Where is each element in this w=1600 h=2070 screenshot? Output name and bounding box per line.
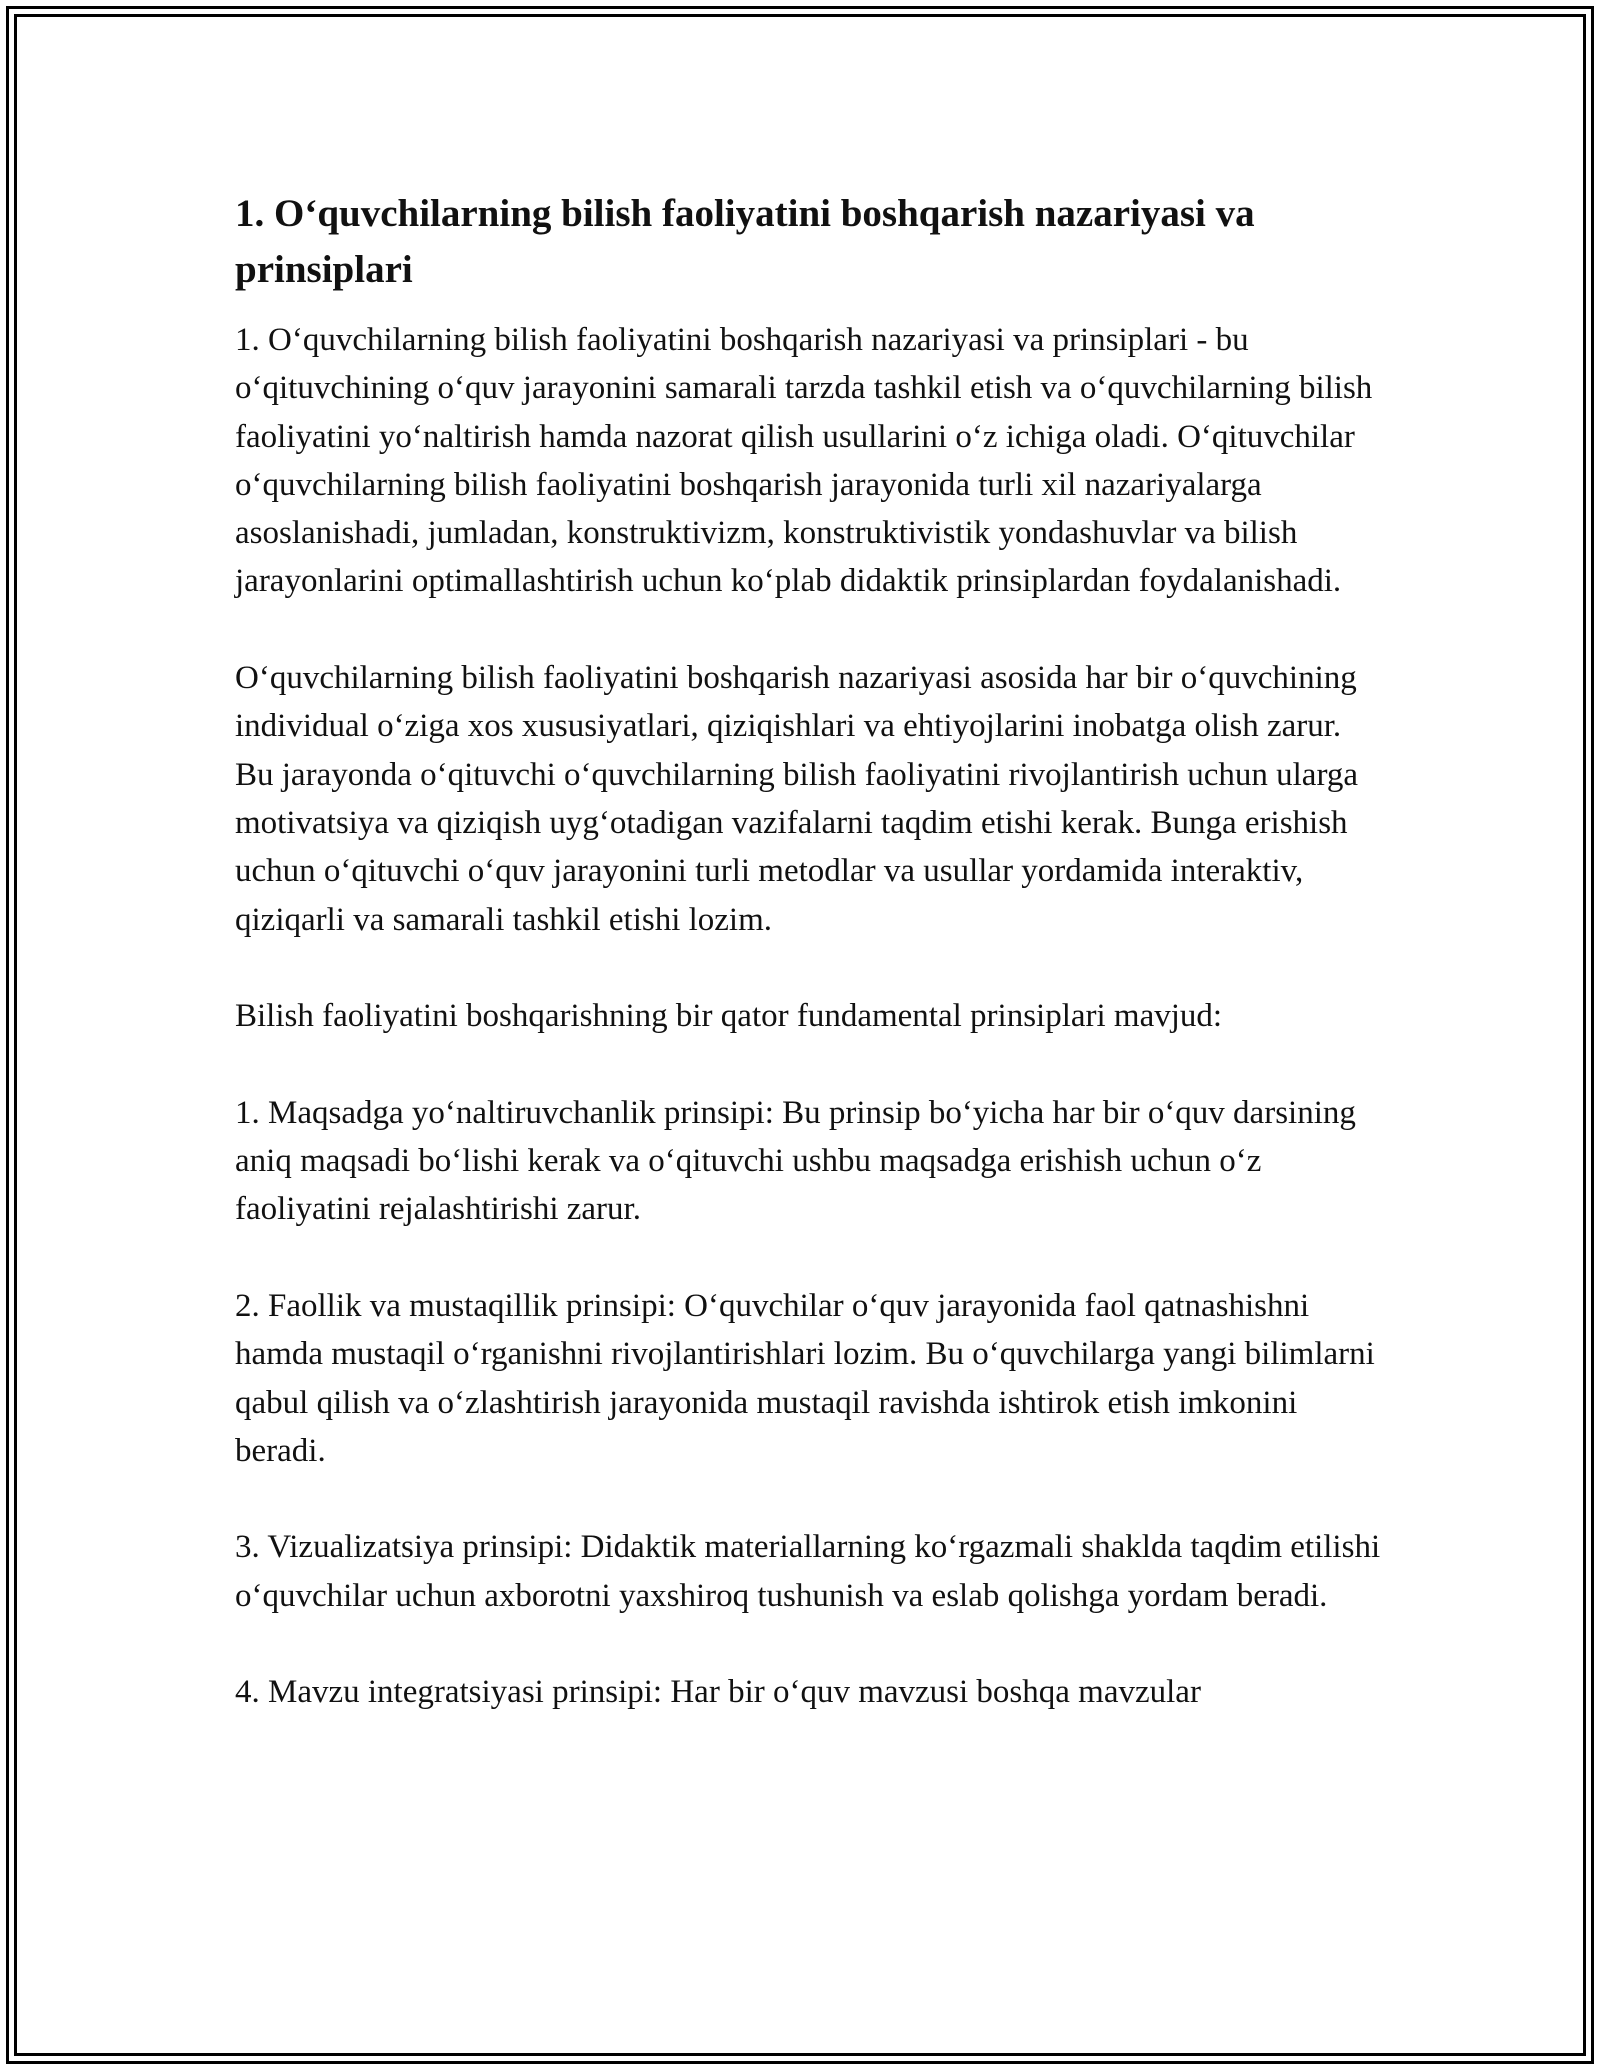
paragraph-principles-lead: Bilish faoliyatini boshqarishning bir qator fundamental prinsiplari mavjud: <box>235 998 1223 1035</box>
paragraph-intro: 1. Oʻquvchilarning bilish faoliyatini boshqarish nazariyasi va prinsiplari - bu oʻqituvchining oʻquv jarayonini samarali tarzda tashkil etish va oʻquvchilarning bilish faoliyatini yoʻnaltirish hamda nazorat qilish usullarini oʻz ichiga oladi. Oʻqituvchilar oʻquvchilarning bilish faoliyatini boshqarish jarayonida turli xil nazariyalarga asoslanishadi, jumladan, konstruktivizm, konstruktivistik yondashuvlar va bilish jarayonlarini optimallashtirish uchun koʻplab didaktik prinsiplardan foydalanishadi. <box>235 322 1373 600</box>
principle-item-2: 2. Faollik va mustaqillik prinsipi: Oʻquvchilar oʻquv jarayonida faol qatnashishni hamda mustaqil oʻrganishni rivojlantirishlari lozim. Bu oʻquvchilarga yangi bilimlarni qabul qilish va oʻzlashtirish jarayonida mustaqil ravishda ishtirok etish imkonini beradi. <box>235 1287 1375 1469</box>
paragraph-theory: Oʻquvchilarning bilish faoliyatini boshqarish nazariyasi asosida har bir oʻquvchining individual oʻziga xos xususiyatlari, qiziqishlari va ehtiyojlarini inobatga olish zarur. Bu jarayonda oʻqituvchi oʻquvchilarning bilish faoliyatini rivojlantirish uchun ularga motivatsiya va qiziqish uygʻotadigan vazifalarni taqdim etishi kerak. Bunga erishish uchun oʻqituvchi oʻquv jarayonini turli metodlar va usullar yordamida interaktiv, qiziqarli va samarali tashkil etishi lozim. <box>235 660 1358 938</box>
document-title: 1. Oʻquvchilarning bilish faoliyatini boshqarish nazariyasi va prinsiplari <box>235 192 1255 291</box>
principle-item-4: 4. Mavzu integratsiyasi prinsipi: Har bir oʻquv mavzusi boshqa mavzular <box>235 1674 1201 1711</box>
document-body <box>235 186 1385 1765</box>
principle-item-3: 3. Vizualizatsiya prinsipi: Didaktik materiallarning koʻrgazmali shaklda taqdim etilishi oʻquvchilar uchun axborotni yaxshiroq tushunish va eslab qolishga yordam beradi. <box>235 1529 1381 1614</box>
principle-item-1: 1. Maqsadga yoʻnaltiruvchanlik prinsipi: Bu prinsip boʻyicha har bir oʻquv darsining aniq maqsadi boʻlishi kerak va oʻqituvchi ushbu maqsadga erishish uchun oʻz faoliyatini rejalashtirishi zarur. <box>235 1094 1356 1228</box>
